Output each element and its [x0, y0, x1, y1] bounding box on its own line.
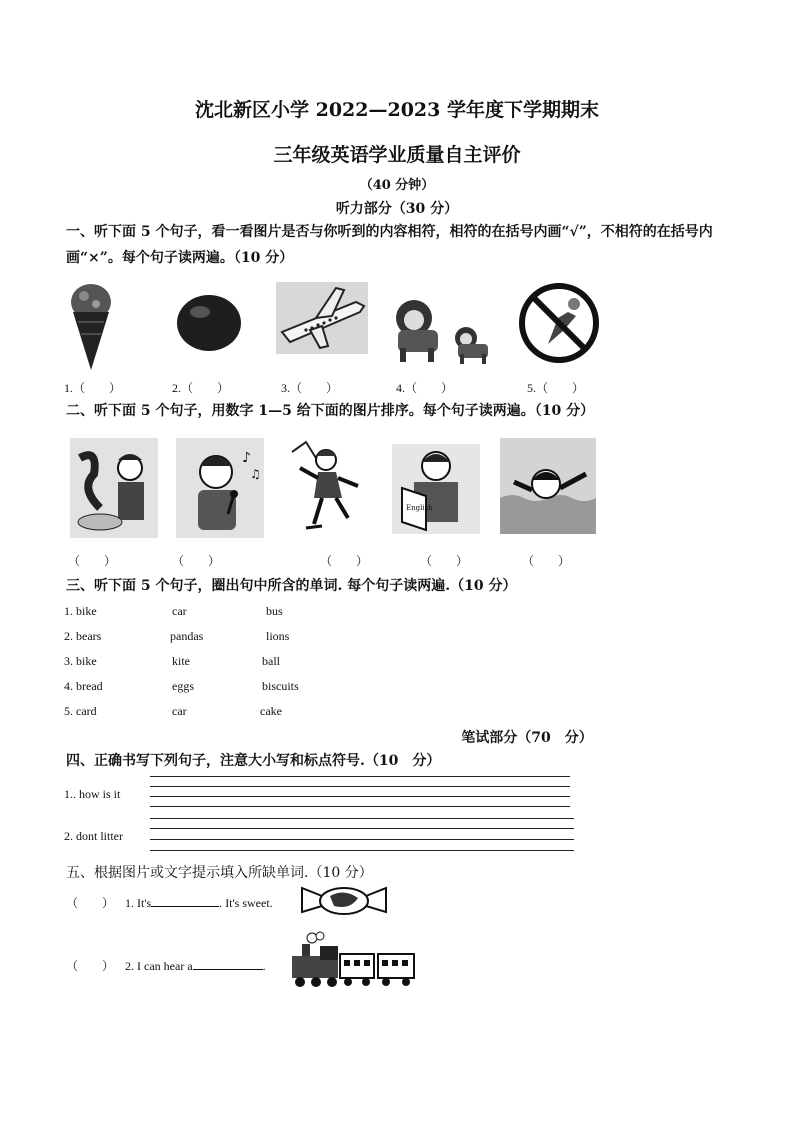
- candy-icon: [300, 884, 388, 916]
- q3-row3-word3[interactable]: ball: [262, 654, 280, 668]
- q2-answer-3[interactable]: （ ）: [320, 554, 369, 568]
- q5-title: 五、根据图片或文字提示填入所缺单词.（10 分）: [66, 865, 373, 881]
- q1-answer-4[interactable]: 4.（ ）: [396, 381, 454, 395]
- writing-line[interactable]: [150, 806, 570, 807]
- q1-answer-2[interactable]: 2.（ ）: [172, 381, 230, 395]
- q2-title: 二、听下面 5 个句子，用数字 1—5 给下面的图片排序。每个句子读两遍。（10 分）: [66, 403, 595, 419]
- q5-item-2-blank[interactable]: [193, 969, 263, 970]
- svg-text:♪: ♪: [242, 450, 251, 466]
- listening-heading: 听力部分（30 分）: [335, 201, 459, 217]
- singing-boy-icon: [176, 438, 264, 538]
- q3-row1-word1[interactable]: 1. bike: [64, 604, 97, 618]
- q3-row4-word3[interactable]: biscuits: [262, 679, 299, 693]
- q5-item-1-paren[interactable]: （ ）: [66, 896, 115, 910]
- q3-row4-word1[interactable]: 4. bread: [64, 679, 103, 693]
- q5-item-1-before: 1. It's: [125, 896, 152, 910]
- writing-line[interactable]: [150, 839, 574, 840]
- swimming-boy-icon: [500, 438, 596, 534]
- reading-boy-icon: [392, 444, 480, 534]
- q1-answer-3[interactable]: 3.（ ）: [281, 381, 339, 395]
- writing-heading: 笔试部分（70 分）: [461, 730, 593, 746]
- svg-text:English: English: [406, 504, 433, 512]
- q3-row3-word2[interactable]: kite: [172, 654, 190, 668]
- exam-title: 沈北新区小学 2022—2023 学年度下学期期末: [195, 99, 599, 121]
- q3-row5-word2[interactable]: car: [172, 704, 187, 718]
- painting-boy-icon: [70, 438, 158, 538]
- no-picking-flowers-icon: [518, 282, 600, 364]
- ice-cream-icon: [66, 282, 116, 372]
- q5-item-1-blank[interactable]: [151, 906, 219, 907]
- q1-answer-1[interactable]: 1.（ ）: [64, 381, 122, 395]
- q3-row1-word2[interactable]: car: [172, 604, 187, 618]
- train-icon: [288, 930, 418, 990]
- q4-item-1: 1.. how is it: [64, 787, 121, 801]
- writing-line[interactable]: [150, 786, 570, 787]
- q5-item-2-before: 2. I can hear a: [125, 959, 193, 973]
- q5-item-2-paren[interactable]: （ ）: [66, 959, 115, 973]
- q2-answer-4[interactable]: （ ）: [420, 554, 469, 568]
- q3-row5-word3[interactable]: cake: [260, 704, 282, 718]
- q5-item-1-after: . It's sweet.: [219, 896, 273, 910]
- writing-line[interactable]: [150, 828, 574, 829]
- q4-title: 四、正确书写下列句子，注意大小写和标点符号.（10 分）: [66, 753, 441, 769]
- q5-item-1: [66, 894, 273, 911]
- q1-answer-5[interactable]: 5.（ ）: [527, 381, 585, 395]
- q5-item-2: [66, 957, 266, 974]
- q3-row2-word1[interactable]: 2. bears: [64, 629, 102, 643]
- exam-duration: （40 分钟）: [359, 178, 435, 193]
- q2-answer-5[interactable]: （ ）: [522, 554, 571, 568]
- writing-line[interactable]: [150, 776, 570, 777]
- lions-icon: [388, 296, 492, 366]
- q3-row2-word2[interactable]: pandas: [170, 629, 204, 643]
- writing-line[interactable]: [150, 818, 574, 819]
- q5-item-2-after: .: [262, 959, 266, 973]
- q4-item-2: 2. dont litter: [64, 829, 123, 843]
- q2-answer-2[interactable]: （ ）: [172, 554, 221, 568]
- q3-row3-word1[interactable]: 3. bike: [64, 654, 97, 668]
- q3-row1-word3[interactable]: bus: [266, 604, 283, 618]
- airplane-icon: [276, 282, 368, 354]
- svg-text:♫: ♫: [250, 467, 261, 481]
- q3-row4-word2[interactable]: eggs: [172, 679, 194, 693]
- q2-answer-1[interactable]: （ ）: [68, 554, 117, 568]
- writing-line[interactable]: [150, 796, 570, 797]
- q3-title: 三、听下面 5 个句子，圈出句中所含的单词. 每个句子读两遍.（10 分）: [66, 578, 517, 594]
- exam-subtitle: 三年级英语学业质量自主评价: [273, 144, 521, 166]
- q3-row5-word1[interactable]: 5. card: [64, 704, 97, 718]
- skating-boy-icon: [286, 438, 374, 538]
- lemon-icon: [174, 290, 244, 354]
- q1-title: 一、听下面 5 个句子，看一看图片是否与你听到的内容相符，相符的在括号内画“√”，不相符的在括号内画“×”。每个句子读两遍。（10 分）: [66, 224, 713, 266]
- q3-row2-word3[interactable]: lions: [266, 629, 290, 643]
- writing-line[interactable]: [150, 850, 574, 851]
